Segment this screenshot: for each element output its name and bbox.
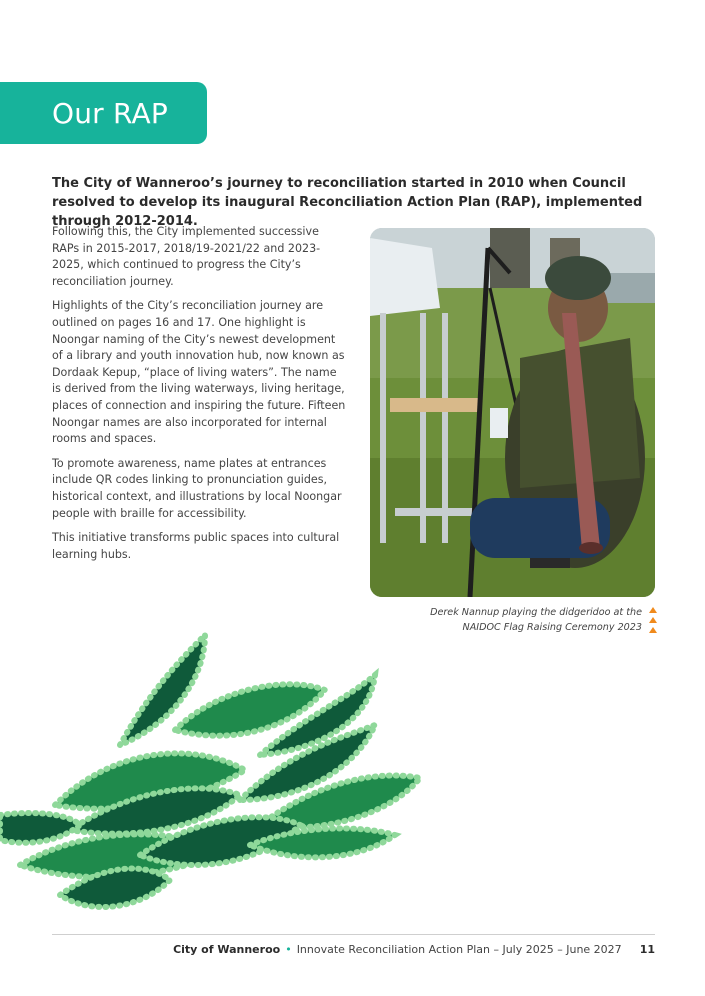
title-tab xyxy=(0,82,207,144)
footer-organisation: City of Wanneroo xyxy=(173,943,281,956)
body-paragraph-4: This initiative transforms public spaces into cultural learning hubs. xyxy=(52,531,340,561)
body-column xyxy=(52,224,348,571)
page-footer xyxy=(52,943,655,956)
caption-arrow-icon xyxy=(648,606,658,634)
footer-document-title: Innovate Reconciliation Action Plan – July 2025 – June 2027 xyxy=(296,943,622,956)
leaf-artwork xyxy=(0,630,430,920)
footer-divider xyxy=(52,934,655,935)
footer-separator: • xyxy=(285,943,292,956)
body-paragraph-2: Highlights of the City’s reconciliation journey are outlined on pages 16 and 17. One highlight is Noongar naming of the City’s newest development of a library and youth innovation hub, now known as Dordaak Kepup, “place of living waters”. The name is derived from the living waterways, living heritage, places of connection and inspiring the future. Fifteen Noongar names are also incorporated for internal rooms and spaces. xyxy=(52,299,346,446)
caption-line-2: NAIDOC Flag Raising Ceremony 2023 xyxy=(462,622,642,633)
body-paragraph-3: To promote awareness, name plates at entrances include QR codes linking to pronunciation guides, historical context, and illustrations by local Noongar people with braille for accessibility. xyxy=(52,456,342,520)
page-title: Our RAP xyxy=(52,96,168,130)
caption-line-1: Derek Nannup playing the didgeridoo at the xyxy=(430,607,642,618)
intro-paragraph: The City of Wanneroo’s journey to reconciliation started in 2010 when Council resolved to develop its inaugural Reconciliation Action Plan (RAP), implemented through 2012-2014. xyxy=(52,176,643,229)
didgeridoo-photo xyxy=(370,228,655,597)
body-paragraph-1: Following this, the City implemented successive RAPs in 2015-2017, 2018/19-2021/22 and 2023-2025, which continued to progress the City’s reconciliation journey. xyxy=(52,225,321,288)
page-number: 11 xyxy=(639,943,655,956)
